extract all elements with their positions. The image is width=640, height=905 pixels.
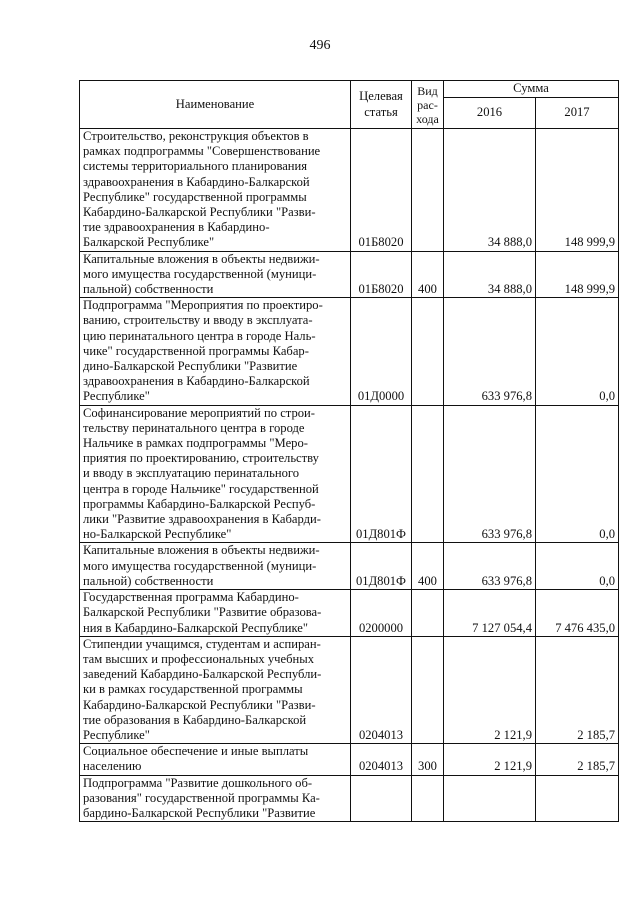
table-row [80,298,619,405]
header-kind: Вид рас- хода [412,81,444,129]
row-2017: 7 476 435,0 [536,590,619,637]
row-2017: 0,0 [536,405,619,543]
row-2016: 633 976,8 [444,298,536,405]
table-row [80,590,619,637]
header-name: Наименование [80,81,351,129]
row-2016: 34 888,0 [444,251,536,298]
header-year-2016: 2016 [444,98,536,129]
row-kind [412,129,444,252]
table-row [80,744,619,775]
table-row [80,775,619,822]
row-2017: 2 185,7 [536,636,619,743]
row-name: Социальное обеспечение и иные выплаты населению [80,744,351,775]
row-2016: 633 976,8 [444,543,536,590]
row-code [351,775,412,822]
row-kind: 400 [412,251,444,298]
row-2017 [536,775,619,822]
page-number: 496 [309,38,331,53]
row-kind: 400 [412,543,444,590]
table-row [80,636,619,743]
row-2016: 34 888,0 [444,129,536,252]
row-code: 01Д0000 [351,298,412,405]
row-code: 01Д801Ф [351,543,412,590]
row-code: 0200000 [351,590,412,637]
header-target: Целевая статья [351,81,412,129]
row-kind [412,590,444,637]
table-header-row [80,81,619,98]
row-name: Капитальные вложения в объекты недвижи- мого имущества государственной (муници- пальной) собственности [80,543,351,590]
row-2017: 148 999,9 [536,129,619,252]
row-name: Стипендии учащимся, студентам и аспиран- там высших и профессиональных учебных заведений Кабардино-Балкарской Республи- ки в рамках государственной программы Кабардино-Балкарской Республики "Разви- тие образования в Кабардино-Балкарской Республике" [80,636,351,743]
row-2016 [444,775,536,822]
row-name: Строительство, реконструкция объектов в рамках подпрограммы "Совершенствование системы территориального планирования здравоохранения в Кабардино-Балкарской Республике" государственной программы Кабардино-Балкарской Республики "Разви- тие здравоохранения в Кабардино- Балкарской Республике" [80,129,351,252]
row-2017: 148 999,9 [536,251,619,298]
table-row [80,405,619,543]
table-row [80,251,619,298]
row-kind [412,298,444,405]
row-code: 01Б8020 [351,251,412,298]
row-kind [412,775,444,822]
row-code: 0204013 [351,744,412,775]
row-2017: 0,0 [536,543,619,590]
row-name: Софинансирование мероприятий по строи- тельству перинатального центра в городе Нальчике в рамках подпрограммы "Меро- приятия по проектированию, строительству и вводу в эксплуатацию перинатального центра в городе Нальчике" государственной программы Кабардино-Балкарской Респуб- лики "Развитие здравоохранения в Кабарди- но-Балкарской Республике" [80,405,351,543]
row-code: 01Д801Ф [351,405,412,543]
header-sum: Сумма [444,81,619,98]
row-kind [412,636,444,743]
row-2016: 633 976,8 [444,405,536,543]
row-name: Подпрограмма "Мероприятия по проектиро- ванию, строительству и вводу в эксплуата- цию перинатального центра в городе Наль- чике" государственной программы Кабар- дино-Балкарской Республики "Развитие здравоохранения в Кабардино-Балкарской Республике" [80,298,351,405]
row-2017: 0,0 [536,298,619,405]
row-name: Государственная программа Кабардино- Балкарской Республики "Развитие образова- ния в Кабардино-Балкарской Республике" [80,590,351,637]
row-kind: 300 [412,744,444,775]
row-2017: 2 185,7 [536,744,619,775]
row-code: 01Б8020 [351,129,412,252]
row-2016: 2 121,9 [444,744,536,775]
row-2016: 2 121,9 [444,636,536,743]
budget-table [79,80,619,822]
table-row [80,129,619,252]
row-code: 0204013 [351,636,412,743]
table-row [80,543,619,590]
row-kind [412,405,444,543]
row-name: Капитальные вложения в объекты недвижи- мого имущества государственной (муници- пальной) собственности [80,251,351,298]
row-name: Подпрограмма "Развитие дошкольного об- разования" государственной программы Ка- бардино-Балкарской Республики "Развитие [80,775,351,822]
row-2016: 7 127 054,4 [444,590,536,637]
header-year-2017: 2017 [536,98,619,129]
